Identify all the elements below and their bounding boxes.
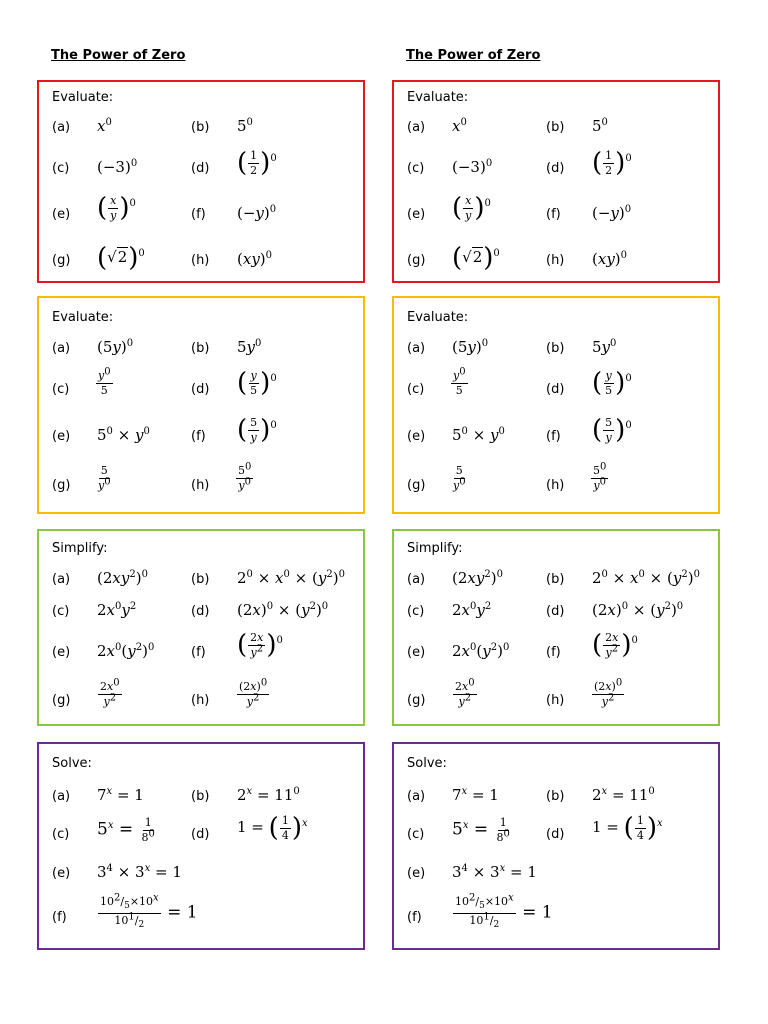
section-heading: Evaluate: (407, 310, 469, 325)
label-d: (d) (191, 161, 210, 176)
solve-box (392, 742, 720, 950)
problem-a: $(2xy^2)^0$ (452, 569, 503, 587)
problem-d: ( $\frac{y}{5}$ )$^0$ (592, 368, 632, 399)
label-d: (d) (191, 604, 210, 619)
section-heading: Evaluate: (52, 310, 114, 325)
label-g: (g) (52, 253, 71, 268)
problem-b: $2^0 \times x^0 \times (y^2)^0$ (237, 569, 345, 587)
problem-b: $5y^0$ (592, 338, 617, 356)
problem-c: $5^x$ = $\frac{1}{8^0}$ (97, 816, 155, 844)
label-e: (e) (407, 207, 426, 222)
label-g: (g) (52, 693, 71, 708)
label-g: (g) (407, 253, 426, 268)
label-a: (a) (52, 120, 71, 135)
problem-e: ( $\frac{x}{y}$ )$^0$ (452, 193, 491, 224)
problem-f: ( $\frac{2x}{y^2}$ )$^0$ (237, 630, 283, 661)
problem-h: $\frac{5^0}{y^0}$ (238, 461, 252, 492)
label-a: (a) (407, 789, 426, 804)
label-c: (c) (407, 827, 425, 842)
label-a: (a) (407, 120, 426, 135)
label-g: (g) (407, 693, 426, 708)
label-a: (a) (407, 572, 426, 587)
problem-b: $5^0$ (237, 117, 253, 135)
problem-c: $\frac{y^0}{5}$ (98, 366, 111, 397)
problem-b: $2^x = 11^0$ (237, 786, 300, 804)
label-f: (f) (546, 207, 561, 222)
label-a: (a) (52, 341, 71, 356)
label-f: (f) (191, 645, 206, 660)
problem-g: $(√2)^0$ (452, 243, 500, 273)
label-e: (e) (52, 429, 71, 444)
problem-b: $5y^0$ (237, 338, 262, 356)
label-f: (f) (191, 207, 206, 222)
problem-h: $\frac{5^0}{y^0}$ (593, 461, 607, 492)
label-b: (b) (191, 572, 210, 587)
problem-c: $5^x$ = $\frac{1}{8^0}$ (452, 816, 510, 844)
problem-a: $(2xy^2)^0$ (97, 569, 148, 587)
label-h: (h) (546, 478, 565, 493)
problem-d: $(2x)^0 \times (y^2)^0$ (592, 601, 684, 619)
evaluate-box-1 (37, 80, 365, 283)
problem-h: $\frac{(2x)^0}{y^2}$ (594, 677, 623, 708)
problem-e: $5^0 \times y^0$ (452, 426, 505, 444)
problem-h: $\frac{(2x)^0}{y^2}$ (239, 677, 268, 708)
section-heading: Solve: (407, 756, 447, 771)
label-d: (d) (546, 827, 565, 842)
label-b: (b) (191, 789, 210, 804)
label-c: (c) (52, 604, 70, 619)
problem-c: $2x^0y^2$ (452, 601, 492, 619)
section-heading: Evaluate: (407, 90, 469, 105)
label-h: (h) (546, 693, 565, 708)
label-b: (b) (546, 572, 565, 587)
problem-f: $\frac{10^2/_5\times 10^x}{10^1/_2}$ = 1 (100, 892, 198, 930)
label-b: (b) (191, 341, 210, 356)
label-e: (e) (52, 645, 71, 660)
problem-a: $(5y)^0$ (97, 338, 134, 356)
problem-g: $\frac{5}{y^0}$ (98, 464, 111, 492)
problem-b: $2^x = 11^0$ (592, 786, 655, 804)
label-e: (e) (407, 866, 426, 881)
label-d: (d) (191, 827, 210, 842)
problem-f: $(-y)^0$ (592, 204, 632, 222)
problem-b: $2^0 \times x^0 \times (y^2)^0$ (592, 569, 700, 587)
label-b: (b) (546, 789, 565, 804)
label-c: (c) (407, 161, 425, 176)
simplify-box (392, 529, 720, 726)
problem-g: $\frac{2x^0}{y^2}$ (100, 677, 120, 708)
problem-c: $\frac{y^0}{5}$ (453, 366, 466, 397)
problem-g: $\frac{2x^0}{y^2}$ (455, 677, 475, 708)
worksheet-title: The Power of Zero (406, 48, 541, 63)
label-c: (c) (407, 604, 425, 619)
label-e: (e) (52, 866, 71, 881)
problem-d: ( $\frac{1}{2}$ )$^0$ (592, 148, 632, 179)
problem-f: ( $\frac{5}{y}$ )$^0$ (237, 415, 277, 446)
problem-a: $7^x = 1$ (452, 786, 499, 804)
section-heading: Simplify: (407, 541, 463, 556)
problem-e: $3^4 \times 3^x = 1$ (97, 863, 182, 881)
label-a: (a) (52, 572, 71, 587)
label-h: (h) (191, 253, 210, 268)
label-e: (e) (407, 429, 426, 444)
problem-d: 1 = ( $\frac{1}{4}$ )$^x$ (237, 813, 308, 844)
problem-c: $(-3)^0$ (452, 158, 493, 176)
simplify-box (37, 529, 365, 726)
section-heading: Evaluate: (52, 90, 114, 105)
evaluate-box-2 (392, 296, 720, 514)
label-b: (b) (546, 120, 565, 135)
problem-g: $(√2)^0$ (97, 243, 145, 273)
problem-g: $\frac{5}{y^0}$ (453, 464, 466, 492)
problem-f: $(-y)^0$ (237, 204, 277, 222)
problem-f: $\frac{10^2/_5\times 10^x}{10^1/_2}$ = 1 (455, 892, 553, 930)
worksheet-title: The Power of Zero (51, 48, 186, 63)
problem-e: $5^0 \times y^0$ (97, 426, 150, 444)
label-c: (c) (52, 161, 70, 176)
evaluate-box-1 (392, 80, 720, 283)
evaluate-box-2 (37, 296, 365, 514)
problem-f: ( $\frac{2x}{y^2}$ )$^0$ (592, 630, 638, 661)
label-b: (b) (546, 341, 565, 356)
label-f: (f) (52, 910, 67, 925)
problem-e: $3^4 \times 3^x = 1$ (452, 863, 537, 881)
problem-h: (xy)$^0$ (592, 250, 628, 268)
problem-a: $7^x = 1$ (97, 786, 144, 804)
label-g: (g) (407, 478, 426, 493)
solve-box (37, 742, 365, 950)
label-f: (f) (191, 429, 206, 444)
label-c: (c) (407, 382, 425, 397)
problem-e: $2x^0(y^2)^0$ (97, 642, 155, 660)
problem-a: $(5y)^0$ (452, 338, 489, 356)
label-d: (d) (191, 382, 210, 397)
label-h: (h) (546, 253, 565, 268)
problem-a: $x^0$ (452, 117, 467, 135)
problem-c: $2x^0y^2$ (97, 601, 137, 619)
section-heading: Solve: (52, 756, 92, 771)
problem-d: $(2x)^0 \times (y^2)^0$ (237, 601, 329, 619)
problem-b: $5^0$ (592, 117, 608, 135)
label-c: (c) (52, 827, 70, 842)
problem-a: $x^0$ (97, 117, 112, 135)
label-g: (g) (52, 478, 71, 493)
label-d: (d) (546, 382, 565, 397)
problem-d: ( $\frac{y}{5}$ )$^0$ (237, 368, 277, 399)
label-b: (b) (191, 120, 210, 135)
label-f: (f) (546, 429, 561, 444)
problem-d: ( $\frac{1}{2}$ )$^0$ (237, 148, 277, 179)
problem-c: $(-3)^0$ (97, 158, 138, 176)
label-e: (e) (52, 207, 71, 222)
label-h: (h) (191, 478, 210, 493)
label-a: (a) (52, 789, 71, 804)
problem-d: 1 = ( $\frac{1}{4}$ )$^x$ (592, 813, 663, 844)
label-h: (h) (191, 693, 210, 708)
label-d: (d) (546, 161, 565, 176)
label-e: (e) (407, 645, 426, 660)
label-f: (f) (546, 645, 561, 660)
label-c: (c) (52, 382, 70, 397)
label-f: (f) (407, 910, 422, 925)
problem-e: $2x^0(y^2)^0$ (452, 642, 510, 660)
label-d: (d) (546, 604, 565, 619)
section-heading: Simplify: (52, 541, 108, 556)
problem-f: ( $\frac{5}{y}$ )$^0$ (592, 415, 632, 446)
problem-e: ( $\frac{x}{y}$ )$^0$ (97, 193, 136, 224)
problem-h: (xy)$^0$ (237, 250, 273, 268)
label-a: (a) (407, 341, 426, 356)
